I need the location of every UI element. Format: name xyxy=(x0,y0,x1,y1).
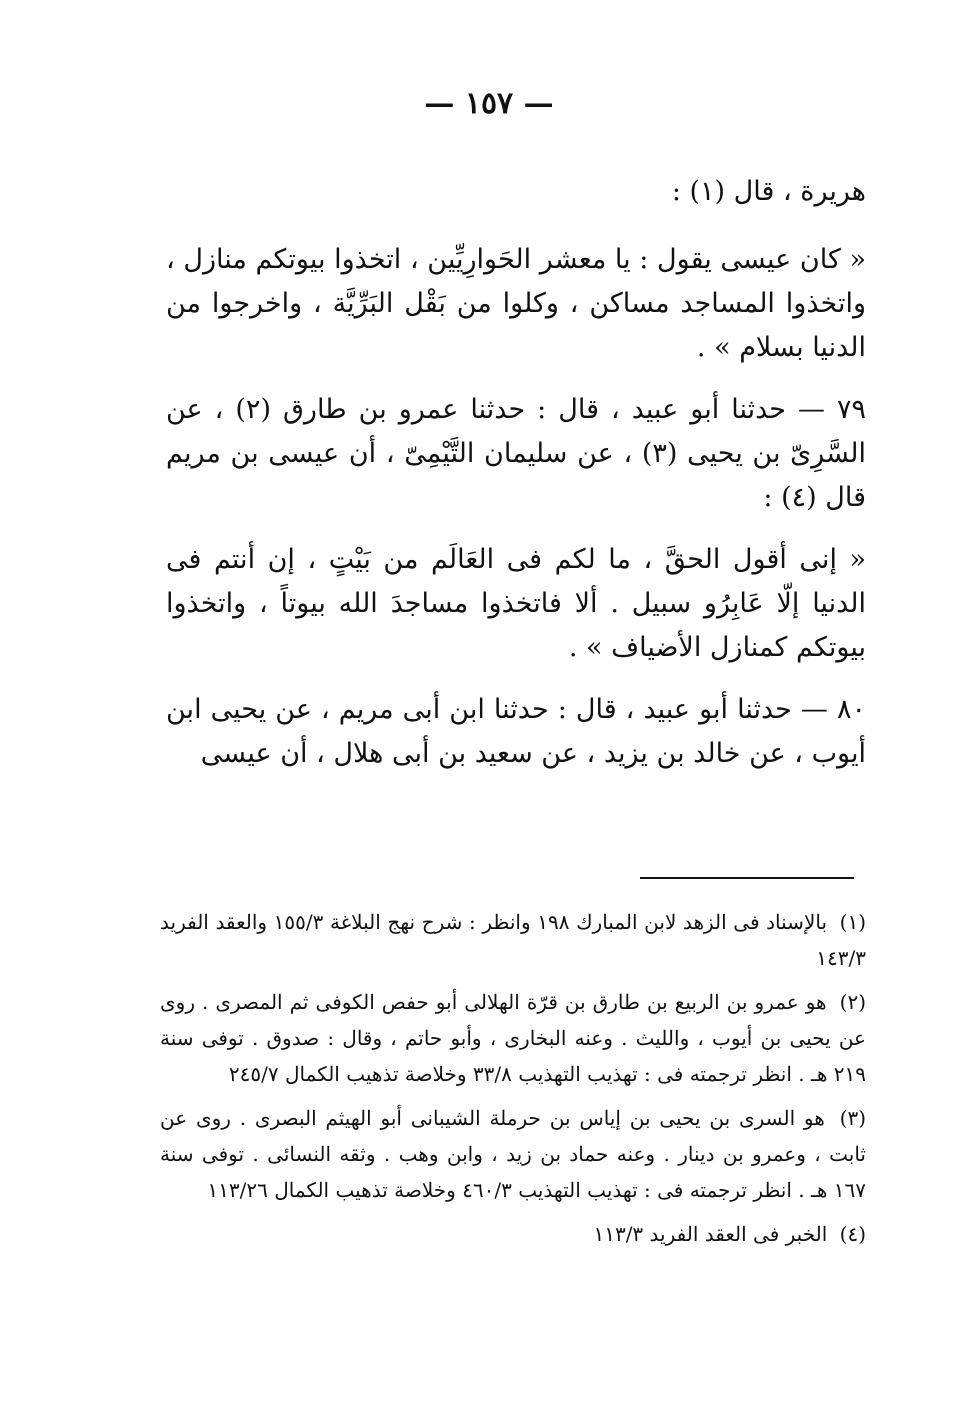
footnote-marker: (١) xyxy=(839,910,867,934)
footnote-1 xyxy=(160,904,866,976)
paragraph-intro: هريرة ، قال (١) : xyxy=(671,176,866,207)
footnote-3 xyxy=(160,1100,866,1208)
footnote-text: الخبر فى العقد الفريد ١١٣/٣ xyxy=(593,1222,828,1246)
footnote-marker: (٣) xyxy=(839,1106,866,1130)
paragraph-hadith-80: ٨٠ — حدثنا أبو عبيد ، قال : حدثنا ابن أبى مريم ، عن يحيى ابن أيوب ، عن خالد بن يزيد ، عن سعيد بن أبى هلال ، أن عيسى xyxy=(166,694,866,769)
footnote-text: بالإسناد فى الزهد لابن المبارك ١٩٨ وانظر : شرح نهج البلاغة ١٥٥/٣ والعقد الفريد ١٤٣/٣ xyxy=(160,910,866,970)
page-number: — ١٥٧ — xyxy=(424,86,554,121)
footnotes-section xyxy=(160,904,866,1260)
footnote-divider xyxy=(640,877,854,879)
footnote-4 xyxy=(160,1216,866,1252)
footnote-marker: (٤) xyxy=(839,1222,866,1246)
paragraph-quote-jesus-2: « إنى أقول الحقَّ ، ما لكم فى العَالَم من بَيْتٍ ، إن أنتم فى الدنيا إلّا عَابِرُو سبيل . ألا فاتخذوا مساجدَ الله بيوتاً ، واتخذوا بيوتكم كمنازل الأضياف » . xyxy=(166,544,866,663)
footnote-2 xyxy=(160,984,866,1092)
footnote-text: هو السرى بن يحيى بن إياس بن حرملة الشيبانى أبو الهيثم البصرى . روى عن ثابت ، وعمرو بن دينار . وعنه حماد بن زيد ، وابن وهب . وثقه النسائى . توفى سنة ١٦٧ هـ . انظر ترجمته فى : تهذيب التهذيب ٤٦٠/٣ وخلاصة تذهيب الكمال ١١٣/٢٦ xyxy=(160,1106,866,1202)
footnote-text: هو عمرو بن الربيع بن طارق بن قرّة الهلالى أبو حفص الكوفى ثم المصرى . روى عن يحيى بن أيوب ، والليث . وعنه البخارى ، وأبو حاتم ، وقال : صدوق . توفى سنة ٢١٩ هـ . انظر ترجمته فى : تهذيب التهذيب ٣٣/٨ وخلاصة تذهيب الكمال ٢٤٥/٧ xyxy=(160,990,866,1086)
paragraph-quote-jesus-1: « كان عيسى يقول : يا معشر الحَوارِيِّين ، اتخذوا بيوتكم منازل ، واتخذوا المساجد مساكن ، وكلوا من بَقْل البَرِّيَّة ، واخرجوا من الدنيا بسلام » . xyxy=(166,244,866,363)
main-text-body xyxy=(166,170,866,794)
paragraph-hadith-79: ٧٩ — حدثنا أبو عبيد ، قال : حدثنا عمرو بن طارق (٢) ، عن السَّرِىّ بن يحيى (٣) ، عن سليمان التَّيْمِىّ ، أن عيسى بن مريم قال (٤) : xyxy=(166,394,867,513)
footnote-marker: (٢) xyxy=(839,990,867,1014)
